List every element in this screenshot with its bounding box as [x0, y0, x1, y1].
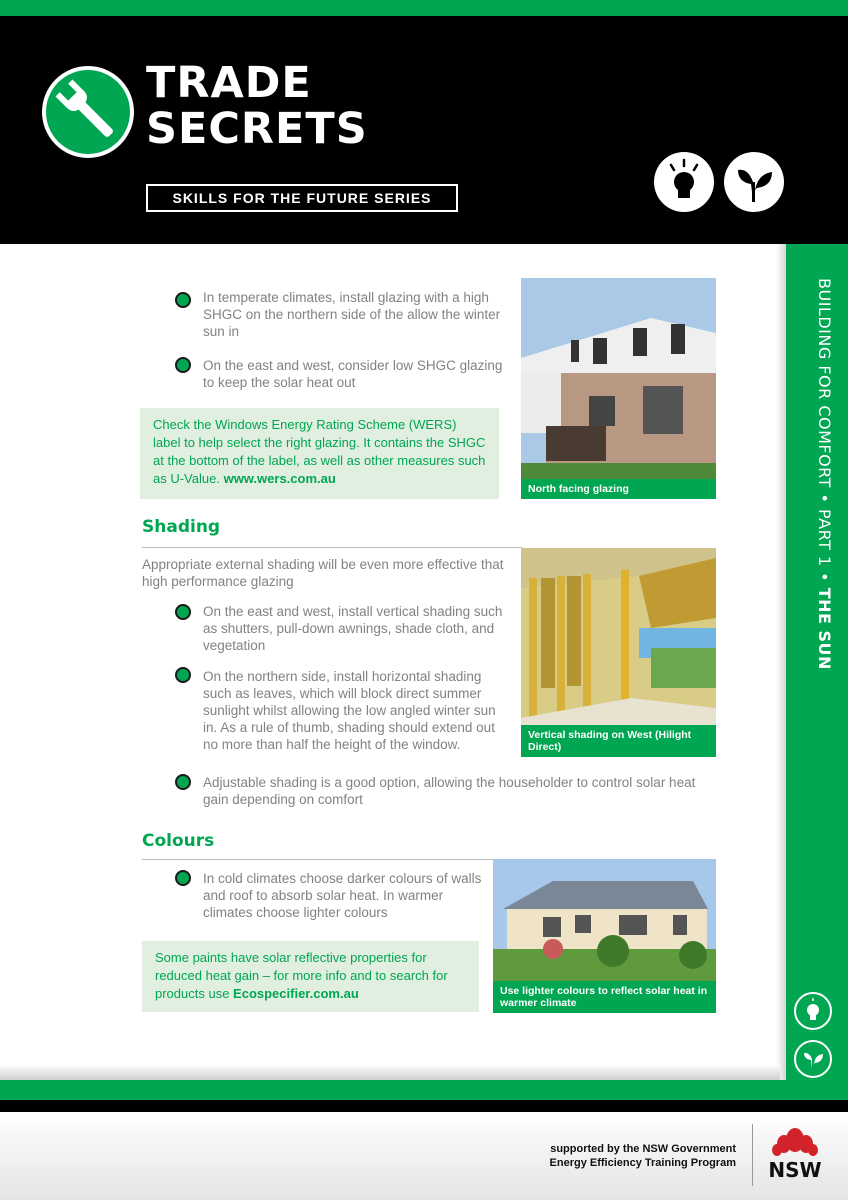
leaf-icon [794, 1040, 832, 1078]
ecospecifier-callout [142, 941, 479, 1012]
page-shadow [0, 1064, 780, 1080]
photo-caption: Vertical shading on West (Hilight Direct) [521, 725, 716, 757]
section-heading-colours: Colours [142, 831, 215, 851]
thumbs-up-icon [175, 357, 191, 373]
bottom-green-band [0, 1080, 848, 1100]
logo-line-2: SECRETS [146, 104, 368, 154]
bullet-text: On the east and west, consider low SHGC glazing to keep the solar heat out [203, 358, 503, 390]
thumbs-up-icon [175, 292, 191, 308]
thumbs-up-icon [175, 667, 191, 683]
logo-line-1: TRADE [146, 58, 312, 108]
callout-text: Some paints have solar reflective properties for reduced heat gain – for more info and to search for products use [155, 950, 448, 1001]
bottom-black-band [0, 1100, 848, 1112]
waratah-icon [770, 1122, 820, 1158]
section-title-emphasis: THE SUN [815, 587, 834, 670]
callout-text: Check the Windows Energy Rating Scheme (WERS) label to help select the right glazing. It contains the SHGC at the bottom of the label, as well as other measures such as U-Value. [153, 417, 486, 486]
photo-caption: North facing glazing [521, 479, 716, 499]
ecospecifier-link[interactable]: Ecospecifier.com.au [233, 986, 359, 1001]
divider [142, 859, 494, 860]
house-photo [521, 278, 716, 499]
supported-by-text [520, 1142, 736, 1170]
logo-title [146, 60, 368, 152]
section-heading-shading: Shading [142, 517, 221, 537]
section-title-vertical [794, 278, 834, 670]
bullet-text: In temperate climates, install glazing with a high SHGC on the northern side of the allow the winter sun in [203, 290, 501, 339]
bullet-text: On the northern side, install horizontal shading such as leaves, which will block direct summer sunlight whilst allowing the low angled winter sun in. As a rule of thumb, shading should extend out no more than half the height of the window. [203, 669, 496, 752]
supported-line-1: supported by the NSW Government [550, 1143, 736, 1155]
lightbulb-icon [794, 992, 832, 1030]
series-label: SKILLS FOR THE FUTURE SERIES [146, 184, 458, 212]
photo-vertical-shading [521, 548, 716, 757]
thumbs-up-icon [175, 870, 191, 886]
bullet-text: Adjustable shading is a good option, allowing the householder to control solar heat gain depending on comfort [203, 775, 696, 807]
logo-badge [42, 66, 134, 158]
side-shadow [776, 244, 786, 1080]
section-title-prefix: BUILDING FOR COMFORT • PART 1 • [815, 278, 834, 588]
thumbs-up-icon [175, 774, 191, 790]
bullet-text: In cold climates choose darker colours of walls and roof to absorb solar heat. In warmer climates choose lighter colours [203, 871, 482, 920]
supported-line-2: Energy Efficiency Training Program [549, 1157, 736, 1169]
lightbulb-icon [654, 152, 714, 212]
thumbs-up-icon [175, 604, 191, 620]
divider [142, 547, 522, 548]
wrench-icon [46, 70, 130, 154]
bullet-text: On the east and west, install vertical shading such as shutters, pull-down awnings, shade cloth, and vegetation [203, 604, 503, 653]
shading-intro: Appropriate external shading will be even more effective that high performance glazing [142, 557, 504, 589]
nsw-logo-text: NSW [768, 1158, 822, 1182]
photo-north-glazing [521, 278, 716, 499]
photo-caption: Use lighter colours to reflect solar heat in warmer climate [493, 981, 716, 1013]
footer-divider [752, 1124, 753, 1186]
wers-callout [140, 408, 499, 499]
photo-light-colours [493, 859, 716, 1013]
leaf-icon [724, 152, 784, 212]
wers-link[interactable]: www.wers.com.au [223, 471, 336, 486]
top-green-bar [0, 0, 848, 16]
